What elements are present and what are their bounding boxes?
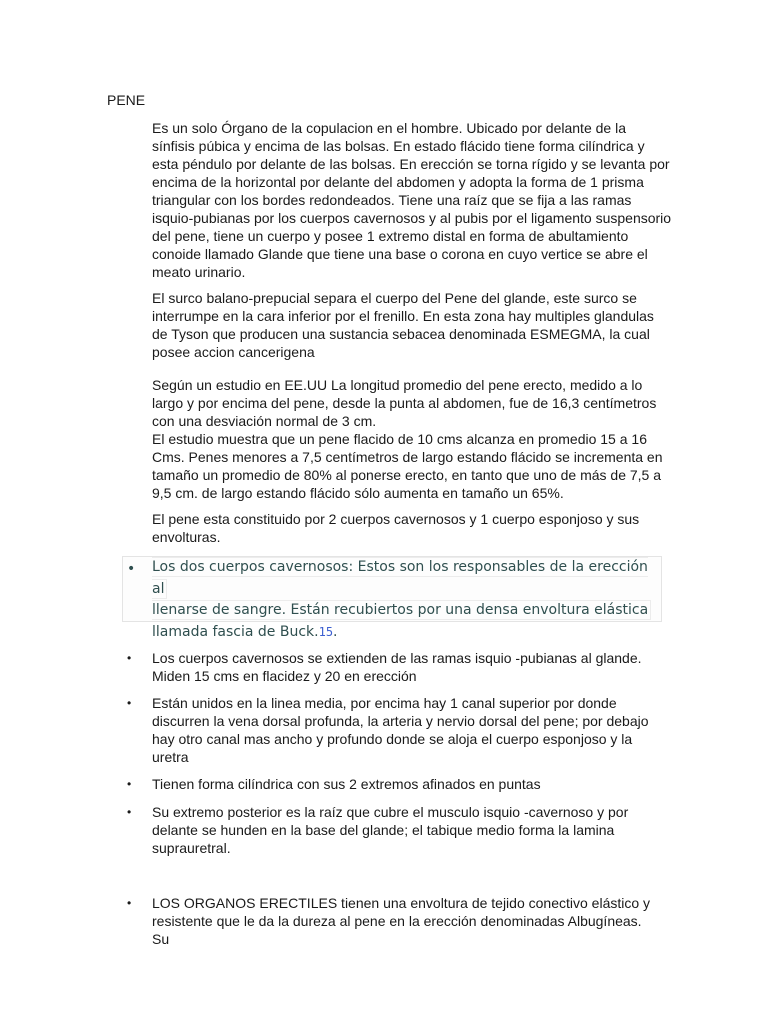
document-heading: PENE [107,92,146,108]
bullet-icon: • [127,896,132,910]
bullet-icon: • [127,777,132,791]
list-item-text: Están unidos en la linea media, por encima hay 1 canal superior por donde discurren la vena dorsal profunda, la arteria y nervio dorsal del pene; por debajo hay otro canal mas ancho y profundo donde se aloja el cuerpo esponjoso y la uretra [152,695,649,765]
paragraph-constitucion: El pene esta constituido por 2 cuerpos cavernosos y 1 cuerpo esponjoso y sus envolturas. [152,511,640,545]
highlight-trailing: . [333,623,338,640]
bullet-icon: • [127,696,132,710]
list-item-text: Tienen forma cilíndrica con sus 2 extremos afinados en puntas [152,776,541,792]
highlight-line-3: llamada fascia de Buck. [152,623,319,640]
paragraph-estudio: Según un estudio en EE.UU La longitud promedio del pene erecto, medido a lo largo y por encima del pene, desde la punta al abdomen, fue de 16,3 centímetros con una desviación normal de 3 cm. El estudio muestra que un pene flacido de 10 cms alcanza en promedio 15 a 16 Cms. Penes menores a 7,5 centímetros de largo estando flácido se incrementa en tamaño un promedio de 80% al ponerse erecto, en tanto que uno de más de 7,5 a 9,5 cm. de largo estando flácido sólo aumenta en tamaño un 65%. [152,377,663,501]
footnote-reference-link[interactable]: 15 [318,624,334,639]
highlight-line-2: llenarse de sangre. Están recubiertos por una densa envoltura elástica [152,600,651,620]
paragraph-intro: Es un solo Órgano de la copulacion en el hombre. Ubicado por delante de la sínfisis púbica y encima de las bolsas. En estado flácido tiene forma cilíndrica y esta péndulo por delante de las bolsas. En erección se torna rígido y se levanta por encima de la horizontal por delante del abdomen y adopta la forma de 1 prisma triangular con los bordes redondeados. Tiene una raíz que se fija a las ramas isquio-pubianas por los cuerpos cavernosos y al pubis por el ligamento suspensorio del pene, tiene un cuerpo y posee 1 extremo distal en forma de abultamiento conoide llamado Glande que tiene una base o corona en cuyo vertice se abre el meato urinario. [152,120,672,280]
list-item-text: Los cuerpos cavernosos se extienden de las ramas isquio -pubianas al glande. Miden 15 cms en flacidez y 20 en erección [152,650,642,684]
bullet-icon: • [127,651,132,665]
highlight-bullet: • [127,561,136,577]
paragraph-surco: El surco balano-prepucial separa el cuerpo del Pene del glande, este surco se interrumpe en la cara inferior por el frenillo. En esta zona hay multiples glandulas de Tyson que producen una sustancia sebacea denominada ESMEGMA, la cual posee accion cancerigena [152,290,654,360]
list-item-text: Su extremo posterior es la raíz que cubre el musculo isquio -cavernoso y por delante se hunden en la base del glande; el tabique medio forma la lamina suprauretral. [152,804,629,856]
bullet-icon: • [127,805,132,819]
highlight-line-1: Los dos cuerpos cavernosos: Estos son los responsables de la erección al [152,559,648,597]
highlighted-quote [152,557,652,643]
list-item-text: LOS ORGANOS ERECTILES tienen una envoltura de tejido conectivo elástico y resistente que le da la dureza al pene en la erección denominadas Albugíneas. Su [152,895,651,947]
